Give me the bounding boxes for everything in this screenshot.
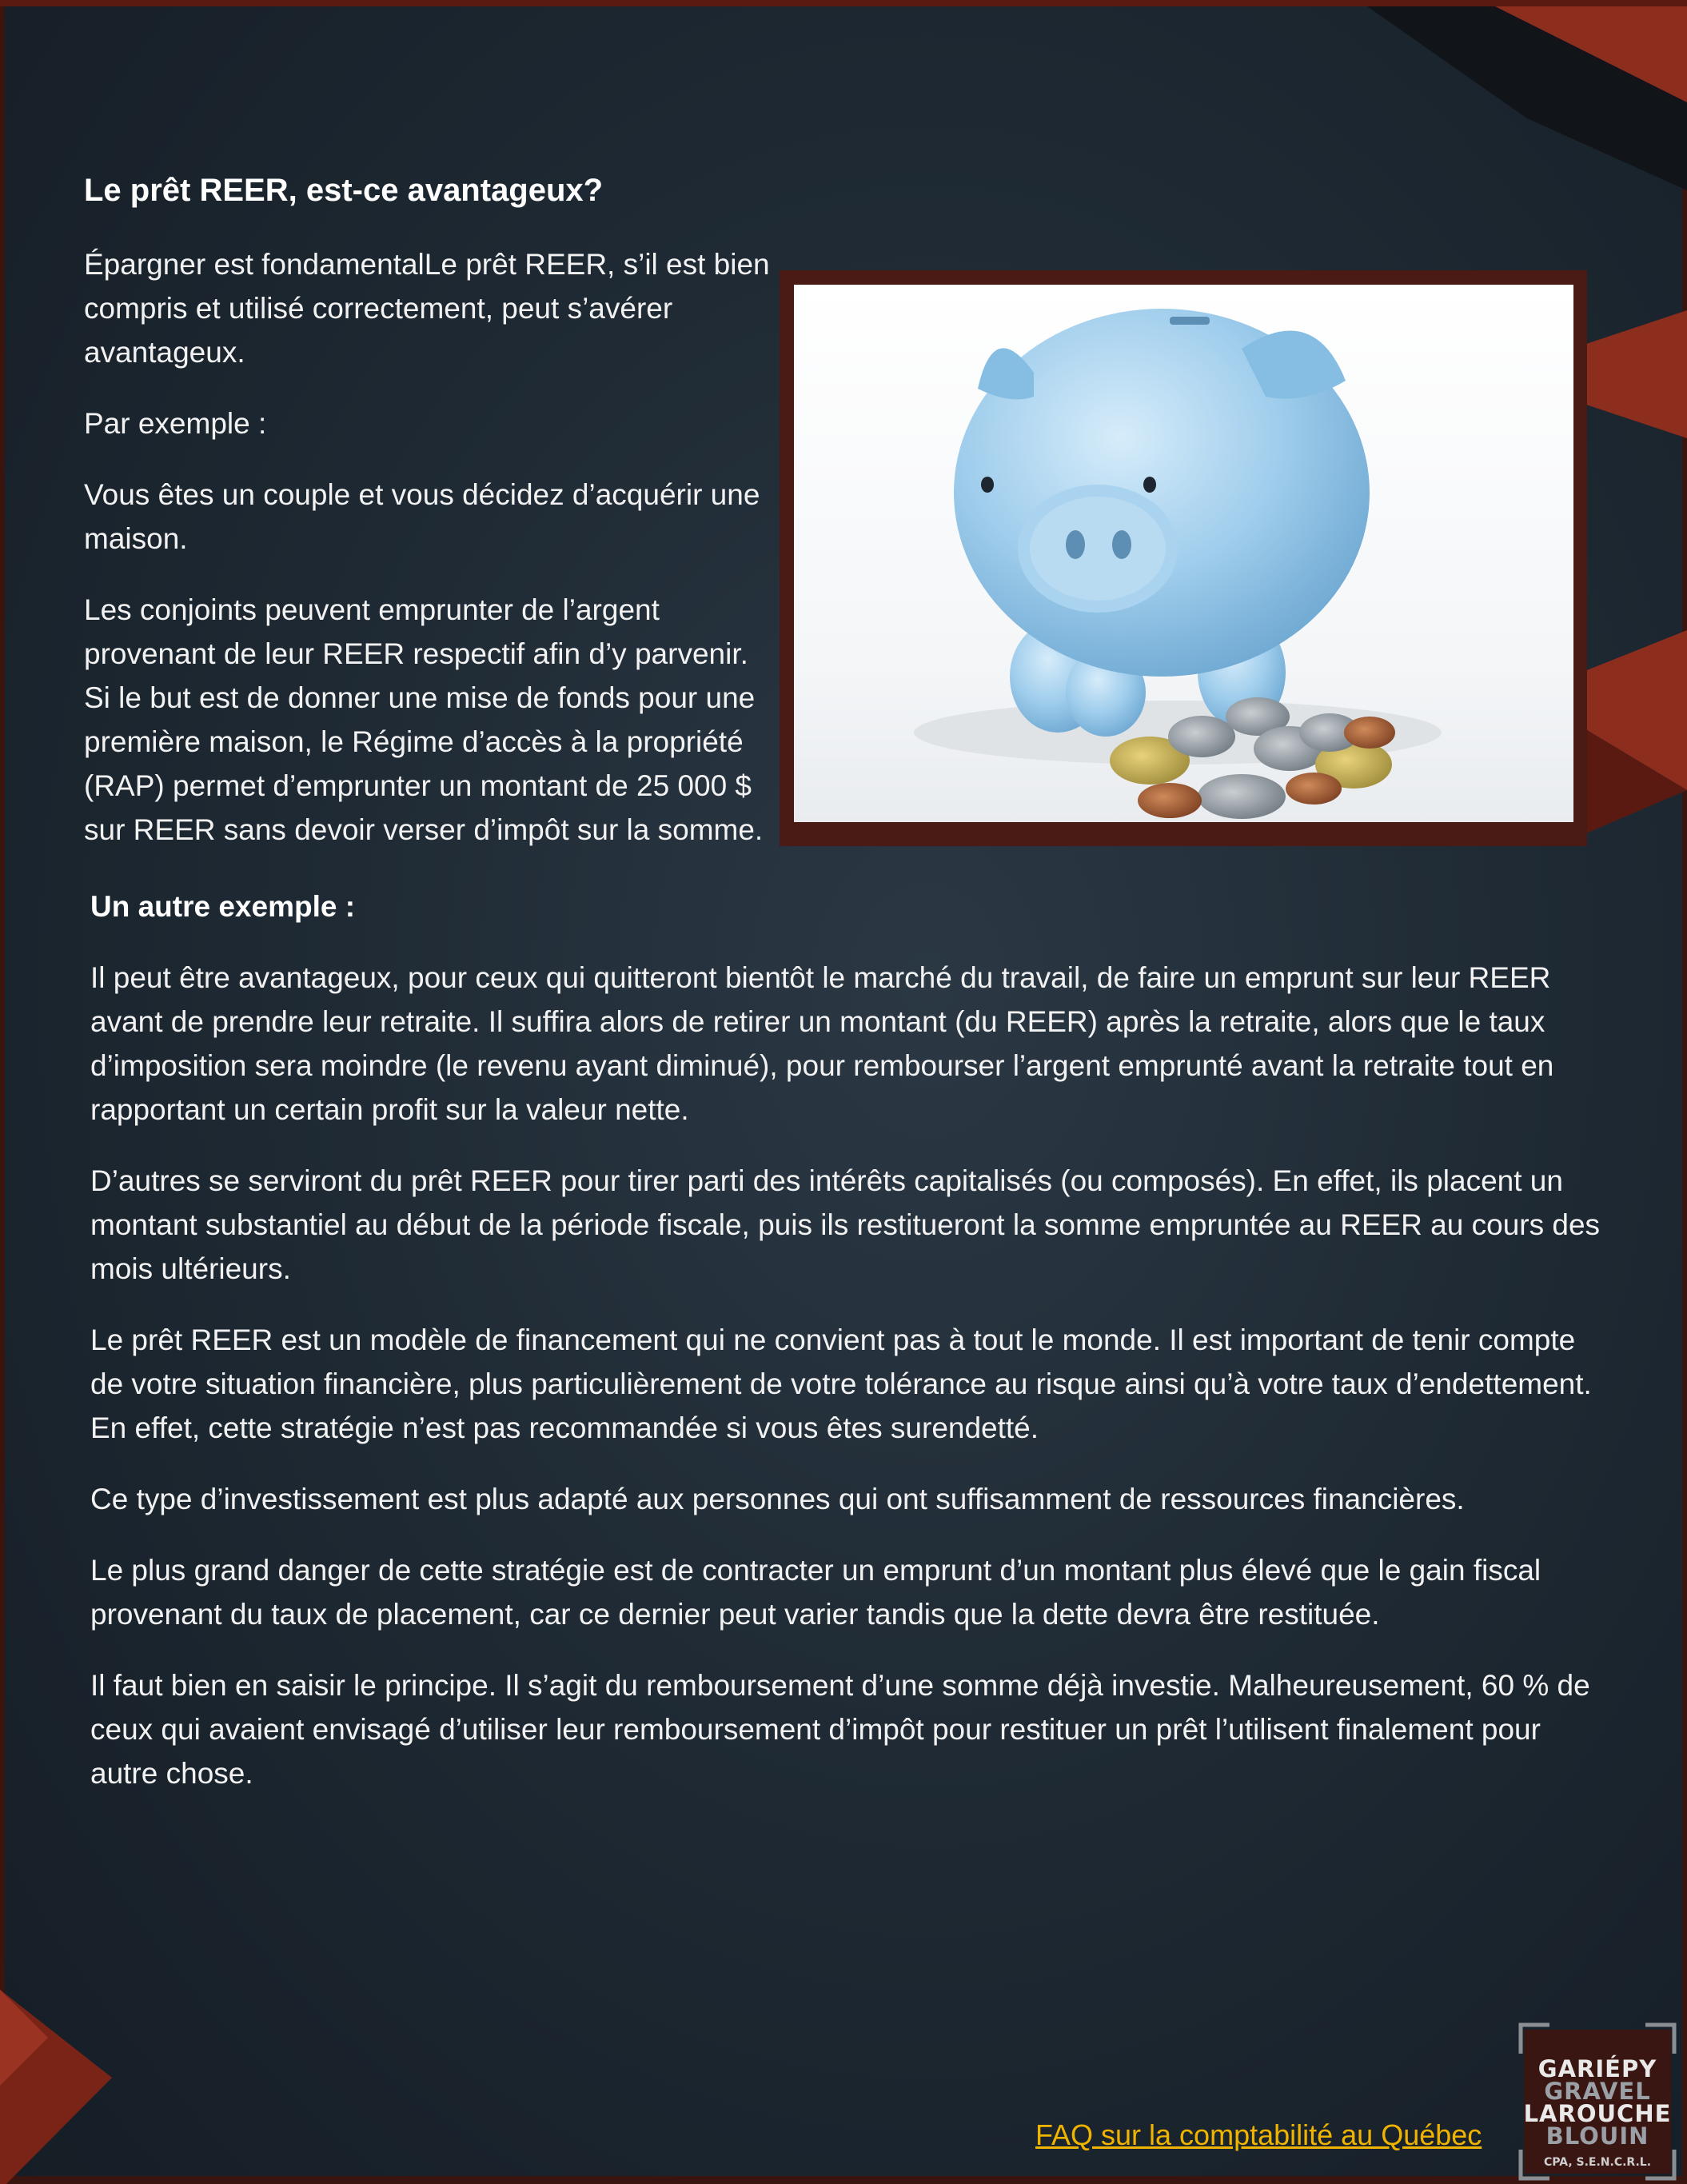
intro-column [84,242,780,879]
intro-paragraph: Les conjoints peuvent emprunter de l’argent provenant de leur REER respectif afin d’y parvenir. Si le but est de donner une mise de fonds pour une première maison, le Régime d’accès à la propriété (RAP) permet d’emprunter un montant de 25 000 $ sur REER sans devoir verser d’impôt sur la somme. [84,593,764,846]
logo-text-line5: CPA, S.E.N.C.R.L. [1543,2156,1652,2169]
faq-link[interactable]: FAQ sur la comptabilité au Québec [1035,2118,1482,2151]
body-column [90,884,1609,1823]
page-border-bottom [0,2176,1687,2184]
intro-paragraph: Épargner est fondamentalLe prêt REER, s’il est bien compris et utilisé correctement, peut s’avérer avantageux. [84,248,770,369]
company-logo [1518,2022,1677,2182]
logo-text-line4: BLOUIN [1545,2122,1649,2150]
intro-paragraph: Par exemple : [84,407,267,440]
logo-text-line2: GRAVEL [1544,2078,1651,2105]
piggy-bank-photo [794,285,1573,822]
subheading: Un autre exemple : [90,890,356,923]
body-paragraph: Il peut être avantageux, pour ceux qui quitteront bientôt le marché du travail, de faire un emprunt sur leur REER avant de prendre leur retraite. Il suffira alors de retirer un montant (du REER) après la retraite, alors que le taux d’imposition sera moindre (le revenu ayant diminué), pour rembourser l’argent emprunté avant la retraite tout en rapportant un certain profit sur la valeur nette. [90,961,1554,1126]
article-title: Le prêt REER, est-ce avantageux? [84,173,604,208]
body-paragraph: Ce type d’investissement est plus adapté aux personnes qui ont suffisamment de ressources financières. [90,1483,1465,1515]
body-paragraph: Le plus grand danger de cette stratégie est de contracter un emprunt d’un montant plus élevé que le gain fiscal provenant du taux de placement, car ce dernier peut varier tandis que la dette devra être restituée. [90,1554,1541,1631]
bottom-left-ribbon-decoration [0,1990,128,2184]
body-paragraph: Il faut bien en saisir le principe. Il s’agit du remboursement d’une somme déjà investie. Malheureusement, 60 % de ceux qui avaient envisagé d’utiliser leur remboursement d’impôt pour restituer un prêt l’utilisent finalement pour autre chose. [90,1669,1590,1790]
logo-text-line3: LAROUCHE [1523,2100,1672,2127]
logo-text-line1: GARIÉPY [1537,2055,1657,2082]
body-paragraph: Le prêt REER est un modèle de financement qui ne convient pas à tout le monde. Il est important de tenir compte de votre situation financière, plus particulièrement de votre tolérance au risque ainsi qu’à votre taux d’endettement. En effet, cette stratégie n’est pas recommandée si vous êtes surendetté. [90,1324,1592,1444]
intro-paragraph: Vous êtes un couple et vous décidez d’acquérir une maison. [84,478,760,555]
piggy-bank-illustration [794,285,1573,822]
page-border-left [0,6,5,2184]
body-paragraph: D’autres se serviront du prêt REER pour tirer parti des intérêts capitalisés (ou composés). En effet, ils placent un montant substantiel au début de la période fiscale, puis ils restitueront la somme empruntée au REER au cours des mois ultérieurs. [90,1164,1601,1285]
